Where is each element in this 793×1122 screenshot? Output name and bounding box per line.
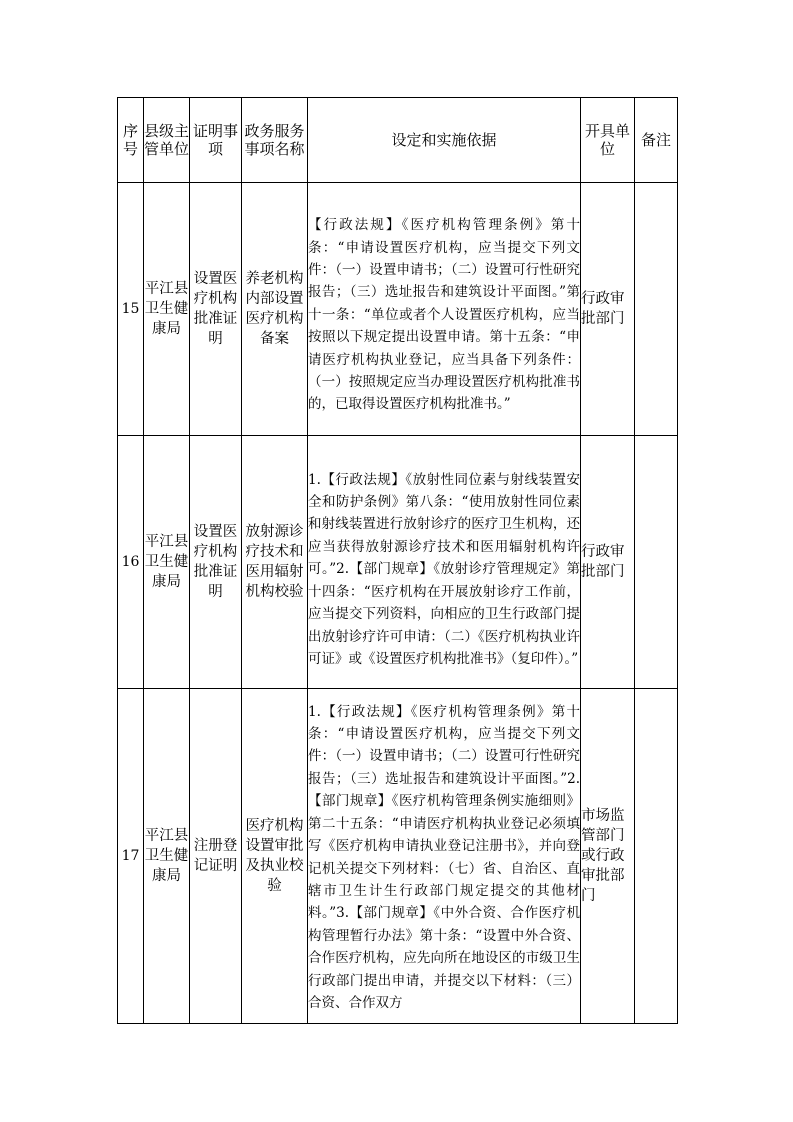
row-seq: 15	[118, 183, 144, 436]
row-cert-item: 设置医疗机构批准证明	[190, 183, 242, 436]
row-issuer: 行政审批部门	[581, 436, 635, 689]
row-basis-text: 【行政法规】《医疗机构管理条例》第十条：“申请设置医疗机构，应当提交下列文件：（一）设置申请书；（二）设置可行性研究报告；（三）选址报告和建筑设计平面图。”第十一条：“单位或者个人设置医疗机构，应当按照以下规定提出设置申请。第十五条：“申请医疗机构执业登记，应当具备下列条件：（一）按照规定应当办理设置医疗机构批准书的，已取得设置医疗机构批准书。”	[308, 217, 580, 413]
table-row	[118, 436, 678, 689]
row-issuer: 市场监管部门或行政审批部门	[581, 689, 635, 1024]
row-issuer: 行政审批部门	[581, 183, 635, 436]
header-cert-item: 证明事项	[190, 98, 242, 183]
row-county-unit: 平江县卫生健康局	[144, 689, 190, 1024]
header-basis: 设定和实施依据	[308, 98, 581, 183]
header-issuer: 开具单位	[581, 98, 635, 183]
row-county-unit: 平江县卫生健康局	[144, 436, 190, 689]
row-service-name: 养老机构内部设置医疗机构备案	[242, 183, 308, 436]
certificate-items-table	[117, 97, 678, 1024]
row-service-name: 医疗机构设置审批及执业校验	[242, 689, 308, 1024]
table-row	[118, 689, 678, 1024]
row-seq: 17	[118, 689, 144, 1024]
row-basis-cell	[308, 183, 581, 436]
row-seq: 16	[118, 436, 144, 689]
row-basis-text: 1.【行政法规】《放射性同位素与射线装置安全和防护条例》第八条：“使用放射性同位素和射线装置进行放射诊疗的医疗卫生机构，还应当获得放射源诊疗技术和医用辐射机构许可。”2.【部门规章】《放射诊疗管理规定》第十四条：“医疗机构在开展放射诊疗工作前，应当提交下列资料，向相应的卫生行政部门提出放射诊疗许可申请：（二）《医疗机构执业许可证》或《设置医疗机构批准书》（复印件）。”	[308, 471, 580, 667]
row-basis-cell	[308, 689, 581, 1024]
row-cert-item: 注册登记证明	[190, 689, 242, 1024]
table-header-row	[118, 98, 678, 183]
header-remark: 备注	[635, 98, 678, 183]
row-cert-item: 设置医疗机构批准证明	[190, 436, 242, 689]
row-basis-text: 1.【行政法规】《医疗机构管理条例》第十条：“申请设置医疗机构，应当提交下列文件：（一）设置申请书；（二）设置可行性研究报告；（三）选址报告和建筑设计平面图。”2.【部门规章】《医疗机构管理条例实施细则》第二十五条：“申请医疗机构执业登记必须填写《医疗机构申请执业登记注册书》，并向登记机关提交下列材料：（七）省、自治区、直辖市卫生计生行政部门规定提交的其他材料。”3.【部门规章】《中外合资、合作医疗机构管理暂行办法》第十条：“设置中外合资、合作医疗机构，应先向所在地设区的市级卫生行政部门提出申请，并提交以下材料：（三）合资、合作双方	[308, 703, 580, 1011]
header-seq: 序号	[118, 98, 144, 183]
row-county-unit: 平江县卫生健康局	[144, 183, 190, 436]
row-remark	[635, 436, 678, 689]
row-basis-cell	[308, 436, 581, 689]
table-row	[118, 183, 678, 436]
row-service-name: 放射源诊疗技术和医用辐射机构校验	[242, 436, 308, 689]
row-remark	[635, 183, 678, 436]
header-county-unit: 县级主管单位	[144, 98, 190, 183]
row-remark	[635, 689, 678, 1024]
header-service-name: 政务服务事项名称	[242, 98, 308, 183]
